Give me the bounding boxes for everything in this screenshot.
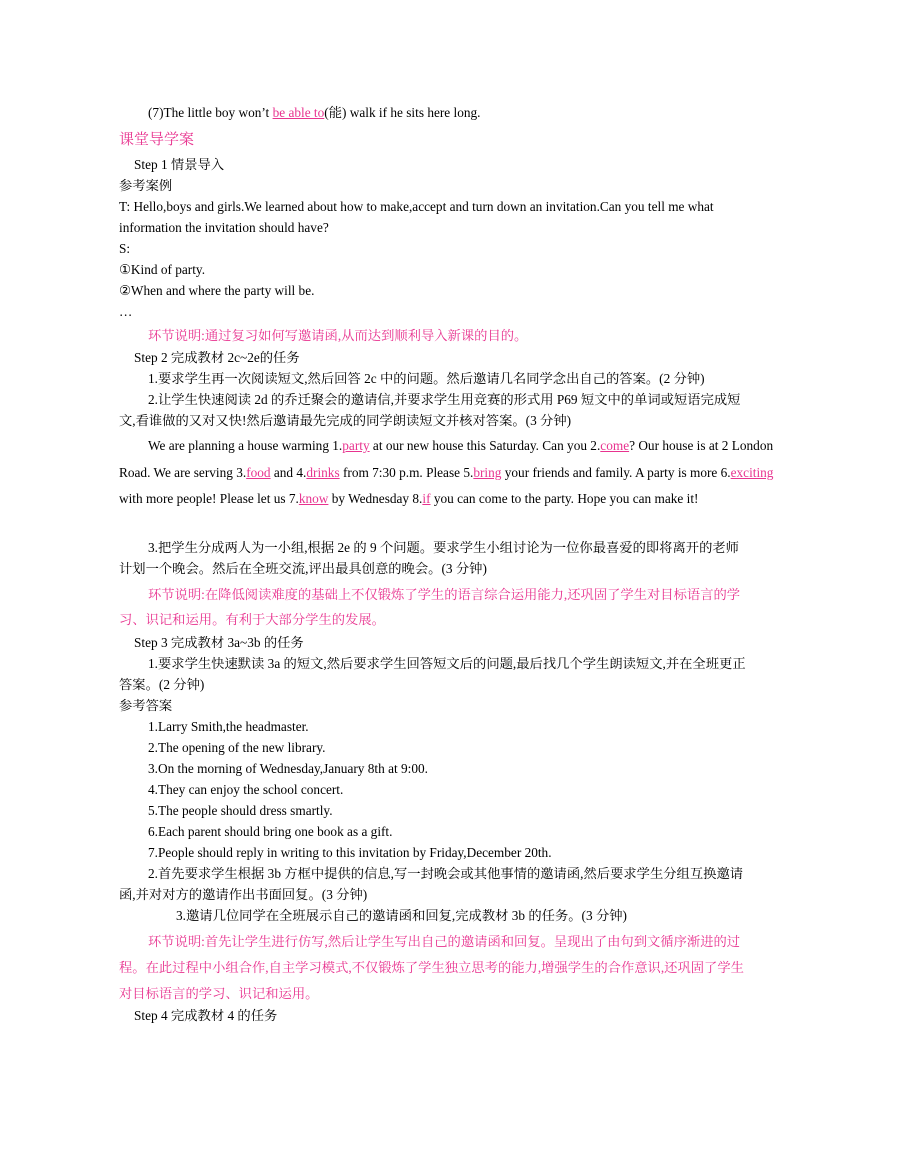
cloze-answer-6: exciting <box>730 464 774 480</box>
cloze-text: you can come to the party. Hope you can make it! <box>430 491 699 506</box>
cloze-passage <box>119 433 774 513</box>
cloze-text: at our new house this Saturday. Can you 2. <box>369 438 601 453</box>
answer-item: 2.The opening of the new library. <box>148 740 326 755</box>
cloze-text: from 7:30 p.m. Please 5. <box>339 464 474 480</box>
cloze-answer-4: drinks <box>306 464 340 480</box>
step3-task2-line1: 2.首先要求学生根据 3b 方框中提供的信息,写一封晚会或其他事情的邀请函,然后要求学生分组互换邀请 <box>148 866 744 881</box>
answer-item: 7.People should reply in writing to this invitation by Friday,December 20th. <box>148 845 552 860</box>
step3-note-line3: 对目标语言的学习、识记和运用。 <box>119 986 319 1001</box>
answer-item: 5.The people should dress smartly. <box>148 803 333 818</box>
step3-task1-line1: 1.要求学生快速默读 3a 的短文,然后要求学生回答短文后的问题,最后找几个学生朗读短文,并在全班更正 <box>148 656 746 671</box>
cloze-text: We are planning a house warming 1. <box>148 438 343 453</box>
step4-heading: Step 4 完成教材 4 的任务 <box>134 1008 278 1023</box>
step3-task3: 3.邀请几位同学在全班展示自己的邀请函和回复,完成教材 3b 的任务。(3 分钟) <box>176 908 627 923</box>
sentence-suffix: (能) walk if he sits here long. <box>324 105 481 120</box>
answer-item: 6.Each parent should bring one book as a gift. <box>148 824 393 839</box>
step3-note-line1: 环节说明:首先让学生进行仿写,然后让学生写出自己的邀请函和回复。呈现出了由句到文循序渐进的过 <box>148 934 741 949</box>
step2-task3-line1: 3.把学生分成两人为一小组,根据 2e 的 9 个问题。要求学生小组讨论为一位你最喜爱的即将离开的老师 <box>148 540 739 555</box>
cloze-text: your friends and family. A party is more 6. <box>501 464 731 480</box>
cloze-answer-8: if <box>422 491 431 506</box>
section-title: 课堂导学案 <box>119 132 195 148</box>
student-label: S: <box>119 241 131 256</box>
teacher-line-1: T: Hello,boys and girls.We learned about how to make,accept and turn down an invitation.Can you tell me what <box>119 199 714 214</box>
step3-task2-line2: 函,并对对方的邀请作出书面回复。(3 分钟) <box>119 887 368 902</box>
cloze-text: with more people! Please let us 7. <box>119 491 299 506</box>
step3-heading: Step 3 完成教材 3a~3b 的任务 <box>134 635 304 650</box>
sentence-prefix: (7)The little boy won’t <box>148 105 273 120</box>
step1-item-1: ①Kind of party. <box>119 262 206 277</box>
cloze-text: and 4. <box>270 464 307 480</box>
step2-note-line1: 环节说明:在降低阅读难度的基础上不仅锻炼了学生的语言综合运用能力,还巩固了学生对目标语言的学 <box>148 587 741 602</box>
step1-item-2: ②When and where the party will be. <box>119 283 315 298</box>
step2-task2-line2: 文,看谁做的又对又快!然后邀请最先完成的同学朗读短文并核对答案。(3 分钟) <box>119 413 572 428</box>
step3-note-line2: 程。在此过程中小组合作,自主学习模式,不仅锻炼了学生独立思考的能力,增强学生的合作意识,还巩固了学生 <box>119 960 744 975</box>
step1-note: 环节说明:通过复习如何写邀请函,从而达到顺利导入新课的目的。 <box>148 328 528 343</box>
cloze-answer-2: come <box>600 438 630 453</box>
answer-be-able-to: be able to <box>272 105 325 120</box>
answer-item: 3.On the morning of Wednesday,January 8th at 9:00. <box>148 761 428 776</box>
cloze-answer-5: bring <box>473 464 502 480</box>
cloze-text: by Wednesday 8. <box>328 491 423 506</box>
teacher-line-2: information the invitation should have? <box>119 220 329 235</box>
student-line <box>119 238 781 259</box>
step2-task1: 1.要求学生再一次阅读短文,然后回答 2c 中的问题。然后邀请几名同学念出自己的答案。(2 分钟) <box>148 371 705 386</box>
step2-heading: Step 2 完成教材 2c~2e的任务 <box>134 350 300 365</box>
step1-ref-label: 参考案例 <box>119 178 173 193</box>
step2-task3-line2: 计划一个晚会。然后在全班交流,评出最具创意的晚会。(3 分钟) <box>119 561 487 576</box>
step1-item-ellipsis: … <box>119 304 133 319</box>
step2-note-line2: 习、识记和运用。有利于大部分学生的发展。 <box>119 612 385 627</box>
step3-ref-label: 参考答案 <box>119 698 173 713</box>
exercise-sentence-7 <box>148 102 810 123</box>
cloze-answer-3: food <box>246 464 271 480</box>
cloze-answer-1: party <box>342 438 370 453</box>
cloze-text: ? Our house is at 2 London Road. We are serving 3. <box>119 438 774 480</box>
step2-task2-line1: 2.让学生快速阅读 2d 的乔迁聚会的邀请信,并要求学生用竞赛的形式用 P69 短文中的单词或短语完成短 <box>148 392 741 407</box>
answer-item: 1.Larry Smith,the headmaster. <box>148 719 309 734</box>
step1-heading: Step 1 情景导入 <box>134 157 225 172</box>
step3-task1-line2: 答案。(2 分钟) <box>119 677 205 692</box>
cloze-answer-7: know <box>298 491 329 506</box>
answer-item: 4.They can enjoy the school concert. <box>148 782 344 797</box>
